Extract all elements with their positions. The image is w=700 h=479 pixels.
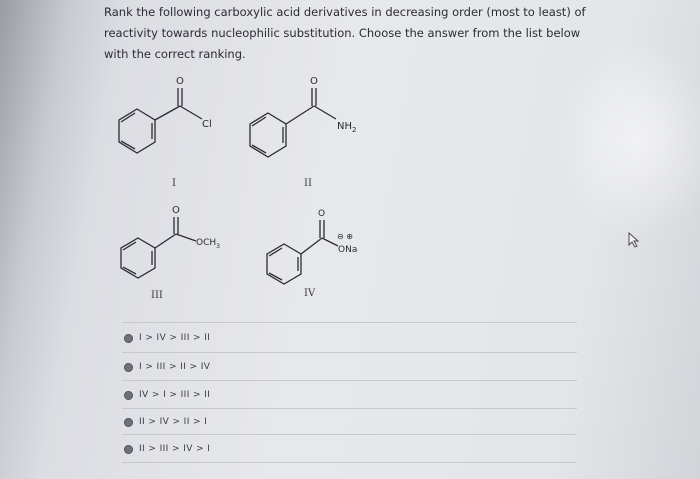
sodium-benzoate-structure [258, 206, 388, 291]
answer-option-1[interactable] [124, 331, 210, 345]
carbonyl-oxygen-label: O [310, 76, 318, 87]
methoxy-label: $OCH_3$ [196, 238, 220, 250]
methyl-benzoate-structure [112, 203, 242, 288]
molecule-i [105, 72, 235, 166]
amino-label: $NH_2$ [337, 121, 357, 134]
label-iii: III [151, 290, 163, 301]
carbonyl-oxygen-label: O [318, 209, 326, 219]
option-label: II > III > IV > I [139, 444, 211, 454]
answer-option-4[interactable] [124, 415, 207, 429]
molecule-iv [258, 206, 388, 295]
carbonyl-oxygen-label: O [176, 76, 184, 87]
option-divider [122, 408, 577, 409]
option-divider [122, 380, 577, 381]
label-i: I [172, 178, 176, 189]
option-label: I > III > II > IV [139, 362, 211, 372]
option-divider [122, 434, 577, 435]
benzoyl-chloride-structure [105, 72, 235, 162]
radio-button[interactable] [124, 334, 133, 343]
radio-button[interactable] [124, 391, 133, 400]
molecule-ii [242, 72, 382, 166]
answer-option-2[interactable] [124, 360, 210, 374]
carbonyl-oxygen-label: O [172, 205, 180, 216]
label-iv: IV [304, 288, 316, 299]
question-line-1: Rank the following carboxylic acid derivatives in decreasing order (most to least) of [104, 5, 586, 19]
option-label: IV > I > III > II [139, 390, 211, 400]
question-line-2: reactivity towards nucleophilic substitution. Choose the answer from the list below [104, 26, 581, 40]
sodium-oxide-label: ONa [338, 245, 358, 255]
question-text [104, 2, 604, 65]
molecule-iii [112, 203, 242, 292]
option-label: I > IV > III > II [139, 333, 211, 343]
benzamide-structure [242, 72, 382, 162]
option-label: II > IV > II > I [139, 417, 208, 427]
option-divider [122, 322, 577, 323]
radio-button[interactable] [124, 445, 133, 454]
question-line-3: with the correct ranking. [104, 47, 246, 61]
answer-option-3[interactable] [124, 388, 210, 402]
mouse-pointer-icon [627, 232, 641, 252]
label-ii: II [304, 178, 312, 189]
screen-glare [560, 40, 700, 240]
radio-button[interactable] [124, 418, 133, 427]
charge-symbols: ⊖ ⊕ [337, 232, 353, 241]
answer-option-5[interactable] [124, 442, 210, 456]
option-divider [122, 352, 577, 353]
option-divider [122, 462, 577, 463]
chloro-label: Cl [202, 119, 212, 130]
radio-button[interactable] [124, 363, 133, 372]
